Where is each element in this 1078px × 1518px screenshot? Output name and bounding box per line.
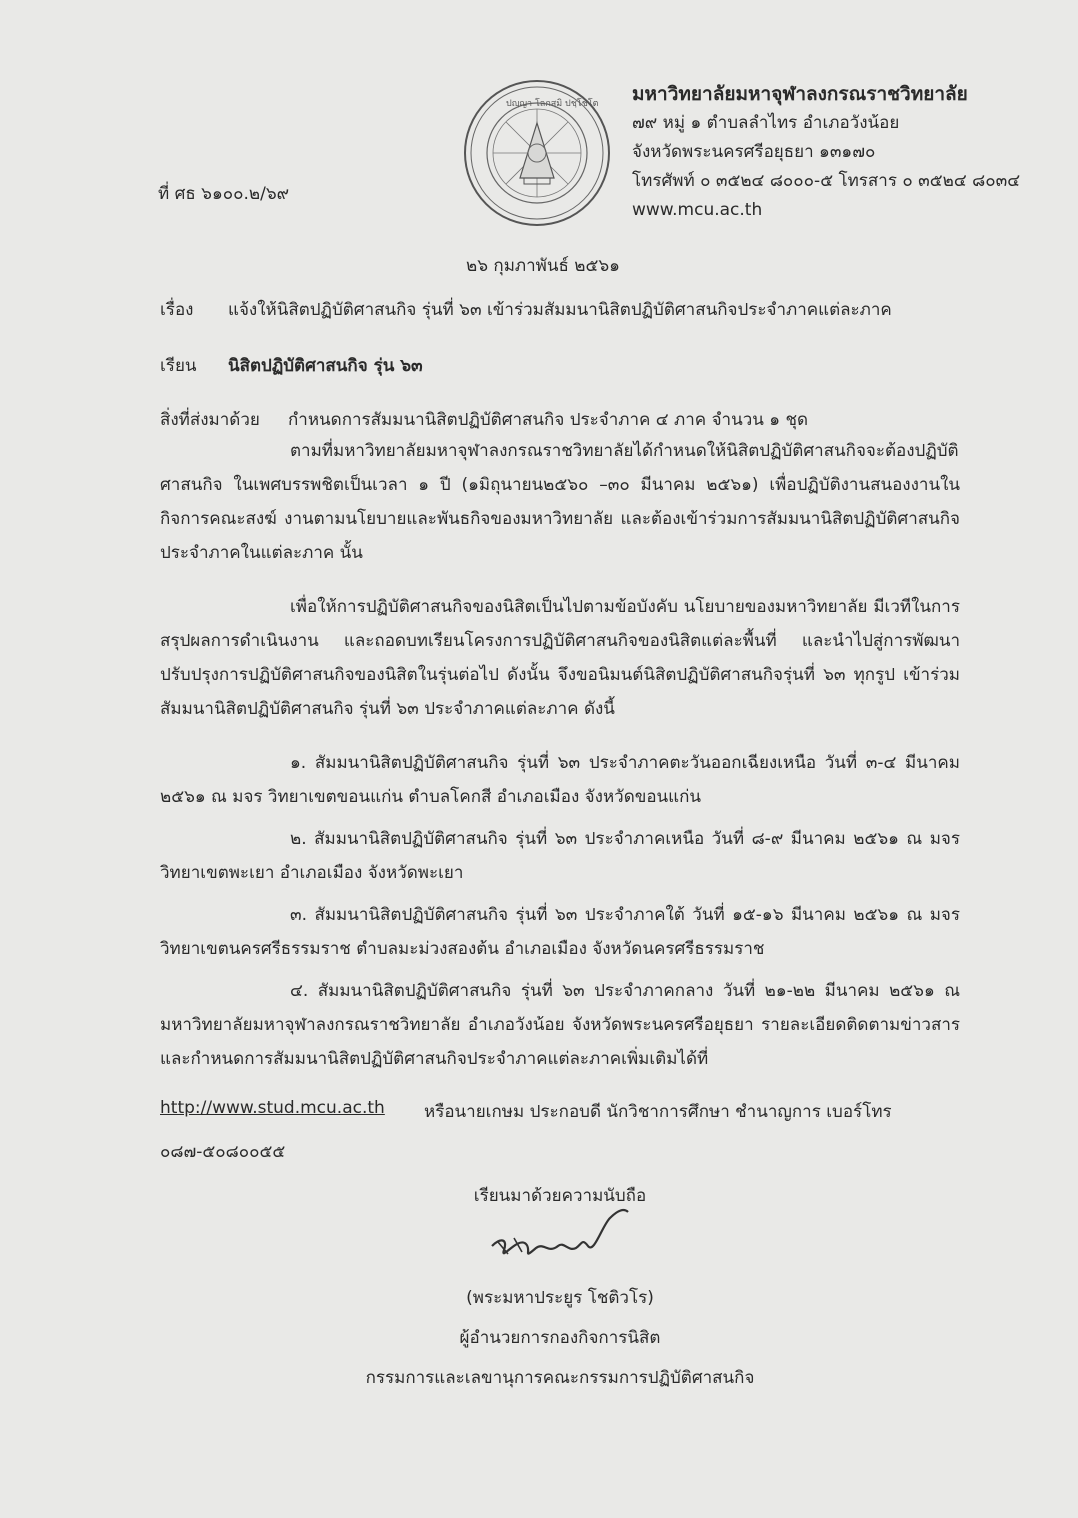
attachment-label: สิ่งที่ส่งมาด้วย: [160, 410, 260, 430]
signer-position: ผู้อำนวยการกองกิจการนิสิต: [459, 1328, 661, 1348]
document-number: ที่ ศธ ๖๑๐๐.๒/๖๙: [158, 184, 290, 204]
org-header: [632, 80, 1020, 225]
stud-website-link[interactable]: http://www.stud.mcu.ac.th: [160, 1098, 385, 1118]
contact-text: หรือนายเกษม ประกอบดี นักวิชาการศึกษา ชำนาญการ เบอร์โทร: [424, 1102, 892, 1122]
body-paragraph-1: ตามที่มหาวิทยาลัยมหาจุฬาลงกรณราชวิทยาลัยได้กำหนดให้นิสิตปฏิบัติศาสนกิจจะต้องปฏิบัติศาสนกิจ ในเพศบรรพชิตเป็นเวลา ๑ ปี (๑มิถุนายน๒๕๖๐ –๓๐ มีนาคม ๒๕๖๑) เพื่อปฏิบัติงานสนองงานในกิจการคณะสงฆ์ งานตามนโยบายและพันธกิจของมหาวิทยาลัย และต้องเข้าร่วมการสัมมนานิสิตปฏิบัติศาสนกิจประจำภาคในแต่ละภาค นั้น: [160, 441, 960, 563]
subject-label: เรื่อง: [160, 300, 194, 320]
signature-icon: [478, 1208, 648, 1278]
org-name: มหาวิทยาลัยมหาจุฬาลงกรณราชวิทยาลัย: [632, 83, 968, 105]
recipient-text: นิสิตปฏิบัติศาสนกิจ รุ่น ๖๓: [228, 356, 423, 376]
body-paragraph-2: เพื่อให้การปฏิบัติศาสนกิจของนิสิตเป็นไปตามข้อบังคับ นโยบายของมหาวิทยาลัย มีเวทีในการสรุปผลการดำเนินงาน และถอดบทเรียนโครงการปฏิบัติศาสนกิจของนิสิตแต่ละพื้นที่ และนำไปสู่การพัฒนาปรับปรุงการปฏิบัติศาสนกิจของนิสิตในรุ่นต่อไป ดังนั้น จึงขอนิมนต์นิสิตปฏิบัติศาสนกิจรุ่นที่ ๖๓ ทุกรูป เข้าร่วมสัมมนานิสิตปฏิบัติศาสนกิจ รุ่นที่ ๖๓ ประจำภาคแต่ละภาค ดังนี้: [160, 597, 960, 719]
seminar-item-3: ๓. สัมมนานิสิตปฏิบัติศาสนกิจ รุ่นที่ ๖๓ ประจำภาคใต้ วันที่ ๑๕-๑๖ มีนาคม ๒๕๖๑ ณ มจร วิทยาเขตนครศรีธรรมราช ตำบลมะม่วงสองต้น อำเภอเมือง จังหวัดนครศรีธรรมราช: [160, 905, 960, 959]
contact-phone: ๐๘๗-๕๐๘๐๐๕๕: [160, 1142, 286, 1162]
org-phone: โทรศัพท์ ๐ ๓๕๒๔ ๘๐๐๐-๕ โทรสาร ๐ ๓๕๒๔ ๘๐๓๔: [632, 171, 1021, 191]
seminar-item-1: ๑. สัมมนานิสิตปฏิบัติศาสนกิจ รุ่นที่ ๖๓ ประจำภาคตะวันออกเฉียงเหนือ วันที่ ๓-๔ มีนาคม ๒๕๖๑ ณ มจร วิทยาเขตขอนแก่น ตำบลโคกสี อำเภอเมือง จังหวัดขอนแก่น: [160, 753, 960, 807]
letter-date: ๒๖ กุมภาพันธ์ ๒๕๖๑: [466, 256, 620, 276]
signer-name: (พระมหาประยูร โชติวโร): [466, 1288, 654, 1308]
seminar-item-4: ๔. สัมมนานิสิตปฏิบัติศาสนกิจ รุ่นที่ ๖๓ ประจำภาคกลาง วันที่ ๒๑-๒๒ มีนาคม ๒๕๖๑ ณ มหาวิทยาลัยมหาจุฬาลงกรณราชวิทยาลัย อำเภอวังน้อย จังหวัดพระนครศรีอยุธยา รายละเอียดติดตามข่าวสารและกำหนดการสัมมนานิสิตปฏิบัติศาสนกิจประจำภาคแต่ละภาคเพิ่มเติมได้ที่: [160, 981, 960, 1069]
subject-text: แจ้งให้นิสิตปฏิบัติศาสนกิจ รุ่นที่ ๖๓ เข้าร่วมสัมมนานิสิตปฏิบัติศาสนกิจประจำภาคแต่ละภาค: [228, 300, 892, 320]
org-address-line1: ๗๙ หมู่ ๑ ตำบลลำไทร อำเภอวังน้อย: [632, 113, 900, 133]
org-address-line2: จังหวัดพระนครศรีอยุธยา ๑๓๑๗๐: [632, 142, 876, 162]
attachment-text: กำหนดการสัมมนานิสิตปฏิบัติศาสนกิจ ประจำภาค ๔ ภาค จำนวน ๑ ชุด: [288, 410, 809, 430]
closing-regards: เรียนมาด้วยความนับถือ: [473, 1186, 647, 1206]
seminar-item-2: ๒. สัมมนานิสิตปฏิบัติศาสนกิจ รุ่นที่ ๖๓ ประจำภาคเหนือ วันที่ ๘-๙ มีนาคม ๒๕๖๑ ณ มจร วิทยาเขตพะเยา อำเภอเมือง จังหวัดพะเยา: [160, 829, 960, 883]
org-website: www.mcu.ac.th: [632, 200, 763, 220]
seal-motto: ปญฺญา โลกสฺมิ ปชฺโชโต: [506, 99, 599, 109]
signer-committee-position: กรรมการและเลขานุการคณะกรรมการปฏิบัติศาสนกิจ: [365, 1368, 755, 1388]
recipient-label: เรียน: [160, 356, 197, 376]
